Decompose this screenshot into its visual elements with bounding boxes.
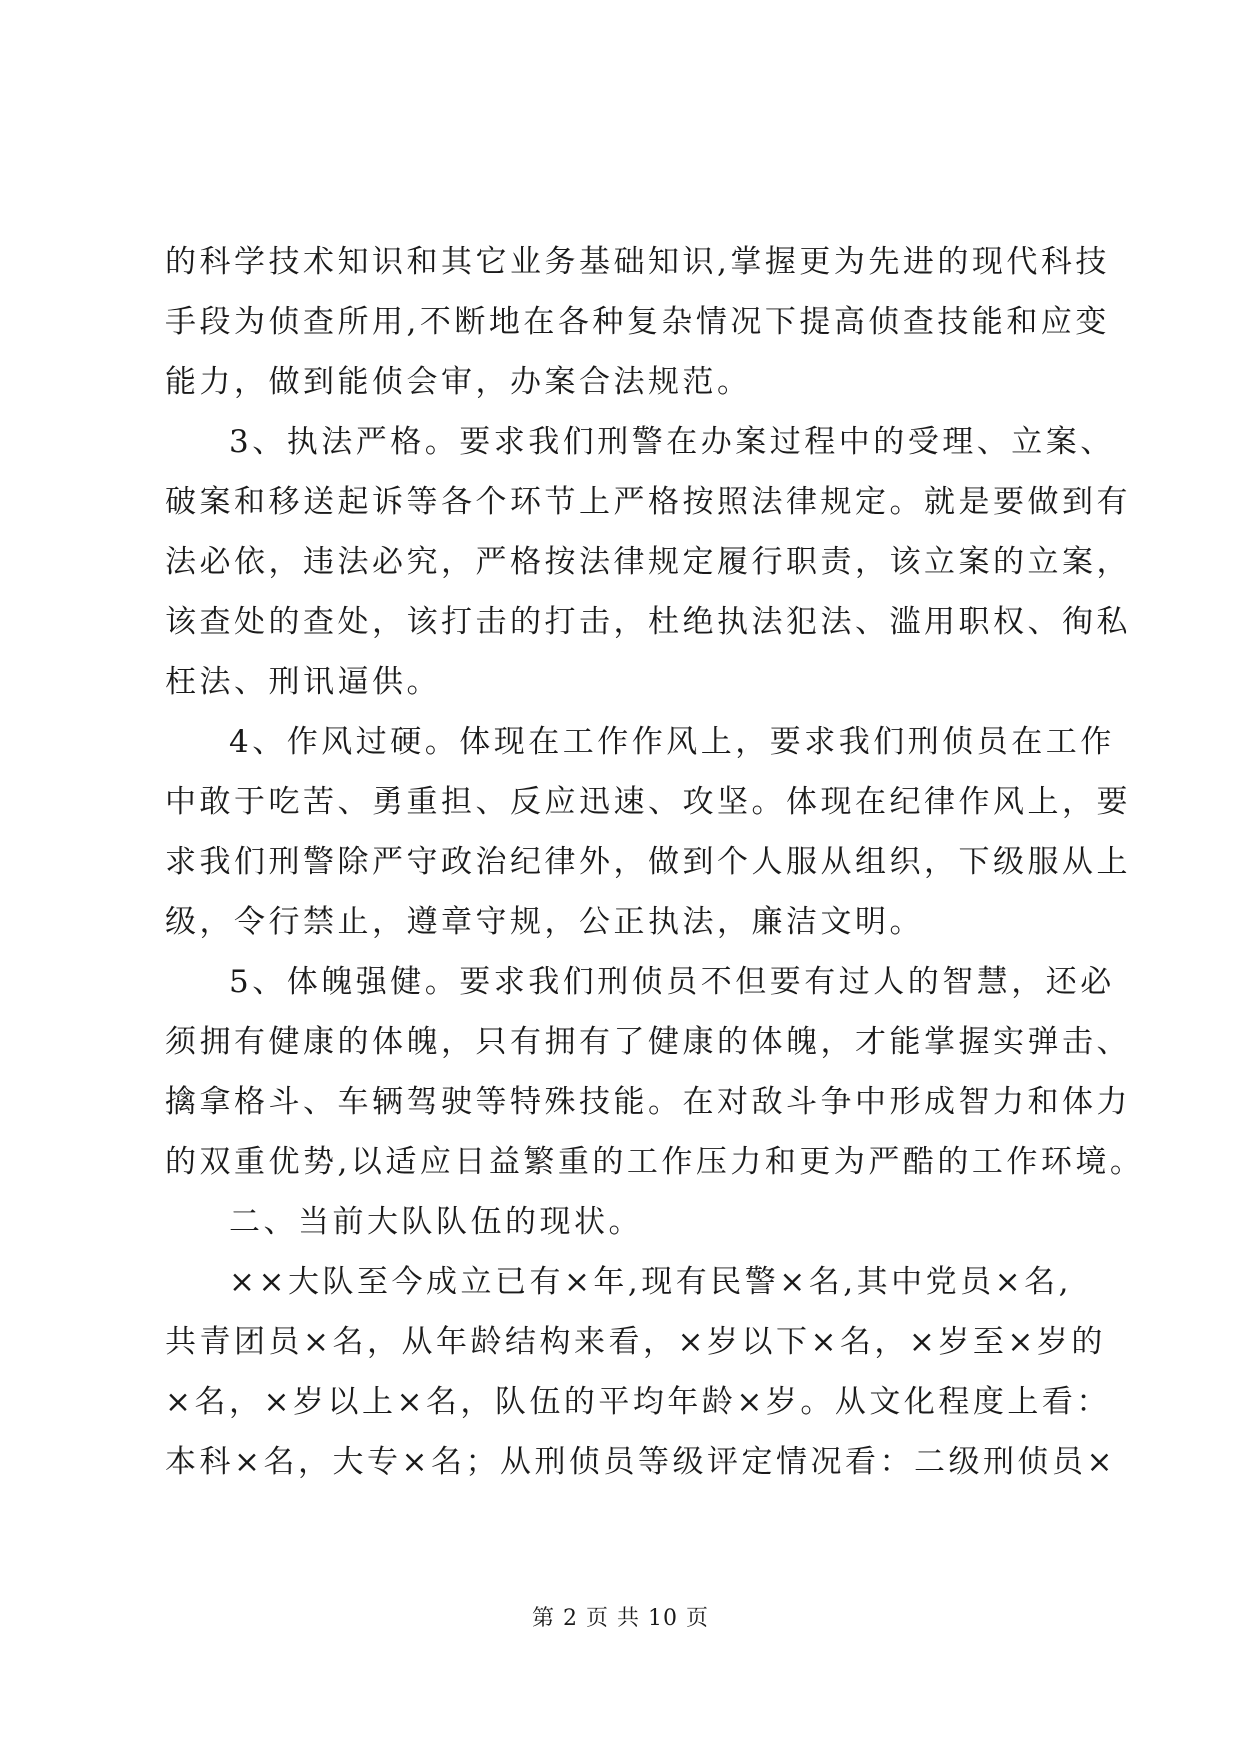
text-line: 能力，做到能侦会审，办案合法规范。 (165, 364, 752, 400)
text-line: 中敢于吃苦、勇重担、反应迅速、攻坚。体现在纪律作风上，要 (165, 784, 1131, 820)
text-line: ××大队至今成立已有×年,现有民警×名,其中党员×名, (229, 1264, 1072, 1300)
text-line: 4、作风过硬。体现在工作作风上，要求我们刑侦员在工作 (229, 724, 1115, 760)
text-line: 共青团员×名，从年龄结构来看，×岁以下×名，×岁至×岁的 (165, 1324, 1106, 1360)
text-line: 手段为侦查所用,不断地在各种复杂情况下提高侦查技能和应变 (165, 304, 1110, 340)
text-line: ×名，×岁以上×名，队伍的平均年龄×岁。从文化程度上看： (165, 1384, 1111, 1420)
text-line: 5、体魄强健。要求我们刑侦员不但要有过人的智慧，还必 (229, 964, 1115, 1000)
text-line: 该查处的查处，该打击的打击，杜绝执法犯法、滥用职权、徇私 (165, 604, 1131, 640)
page-footer: 第 2 页 共 10 页 (532, 1606, 709, 1631)
text-line: 二、当前大队队伍的现状。 (229, 1204, 643, 1240)
text-line: 的双重优势,以适应日益繁重的工作压力和更为严酷的工作环境。 (165, 1144, 1145, 1180)
paragraph (165, 232, 1110, 412)
text-line: 枉法、刑讯逼供。 (165, 664, 441, 700)
text-line: 擒拿格斗、车辆驾驶等特殊技能。在对敌斗争中形成智力和体力 (165, 1084, 1131, 1120)
paragraph (165, 952, 1145, 1192)
paragraph (165, 412, 1131, 712)
text-line: 3、执法严格。要求我们刑警在办案过程中的受理、立案、 (229, 424, 1115, 460)
text-line: 求我们刑警除严守政治纪律外，做到个人服从组织，下级服从上 (165, 844, 1131, 880)
text-line: 本科×名，大专×名；从刑侦员等级评定情况看：二级刑侦员× (165, 1444, 1116, 1480)
document-body (165, 232, 1145, 1492)
text-line: 的科学技术知识和其它业务基础知识,掌握更为先进的现代科技 (165, 244, 1110, 280)
paragraph (165, 712, 1131, 952)
text-line: 破案和移送起诉等各个环节上严格按照法律规定。就是要做到有 (165, 484, 1131, 520)
text-line: 级，令行禁止，遵章守规，公正执法，廉洁文明。 (165, 904, 924, 940)
paragraph (165, 1252, 1116, 1492)
paragraph (165, 1192, 1085, 1252)
text-line: 须拥有健康的体魄，只有拥有了健康的体魄，才能掌握实弹击、 (165, 1024, 1131, 1060)
text-line: 法必依，违法必究，严格按法律规定履行职责，该立案的立案， (165, 544, 1131, 580)
